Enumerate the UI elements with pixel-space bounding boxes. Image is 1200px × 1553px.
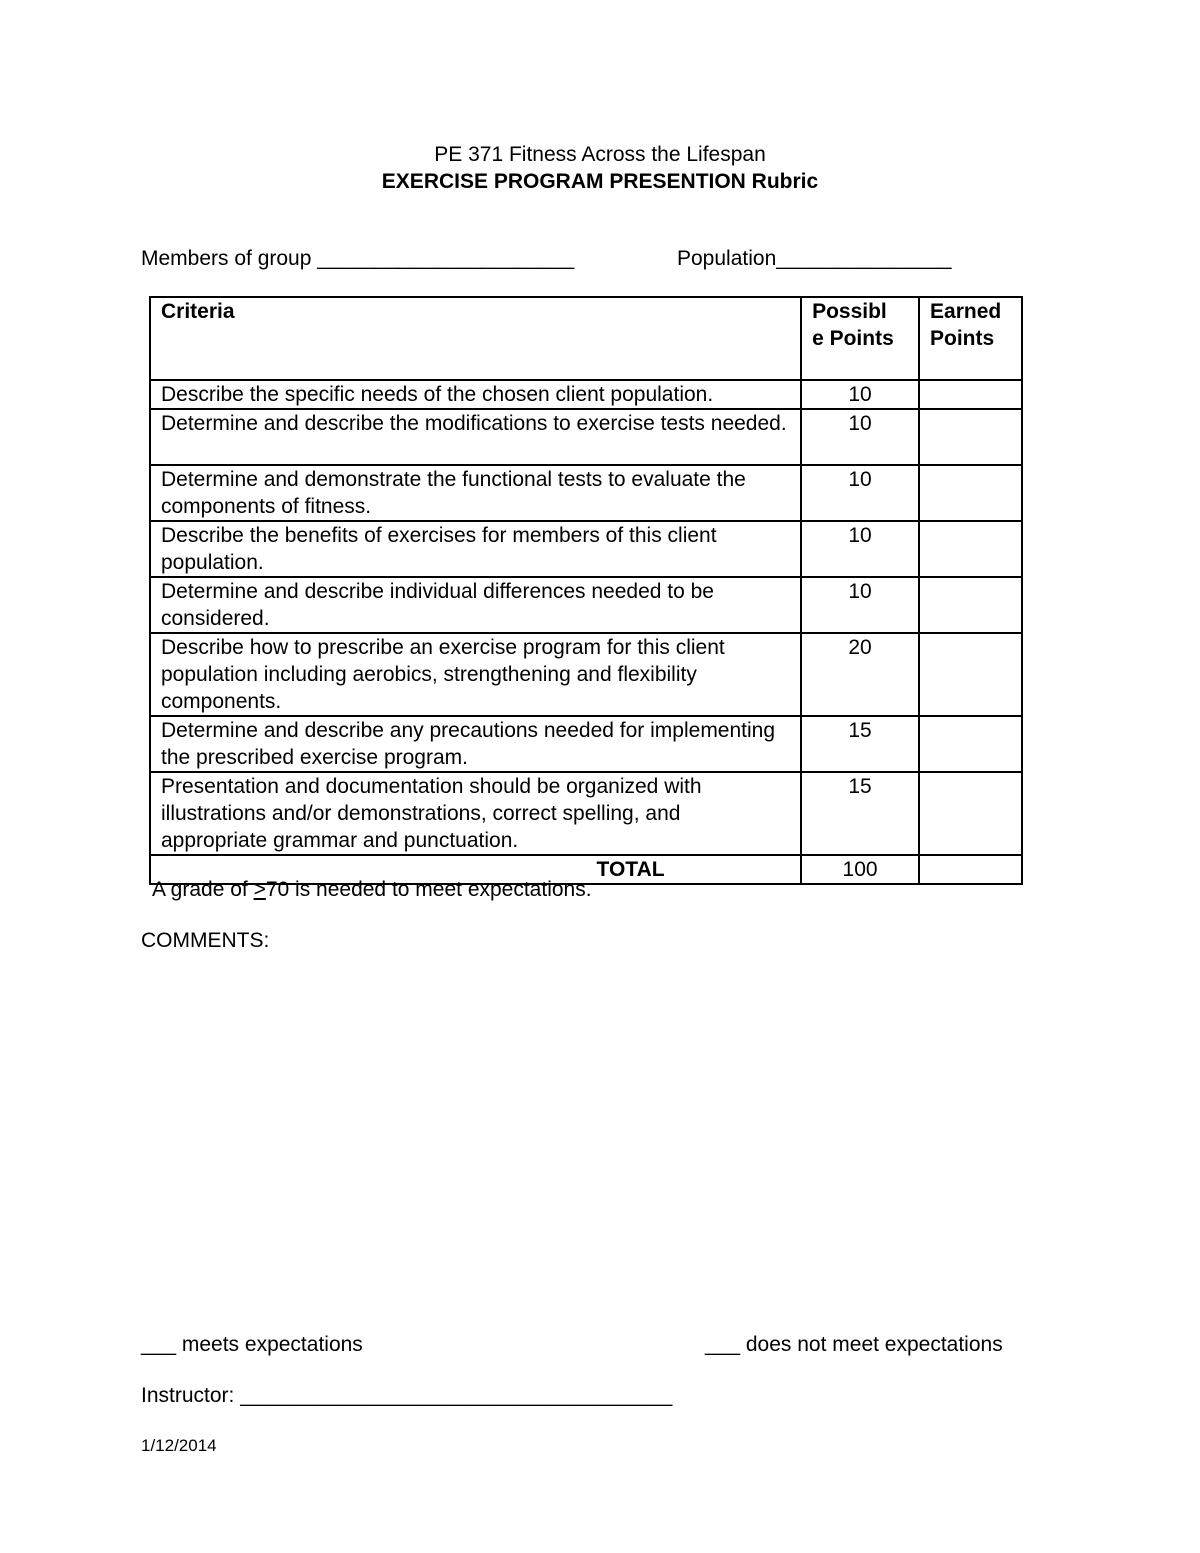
table-row xyxy=(150,409,1022,465)
criteria-header: Criteria xyxy=(150,297,801,380)
does-not-meet-expectations-field: ___ does not meet expectations xyxy=(705,1333,1003,1356)
points-cell: 10 xyxy=(801,521,919,577)
grade-suffix: 70 is needed to meet expectations. xyxy=(265,878,592,901)
earned-points-header: Earned Points xyxy=(919,297,1022,380)
criteria-cell: Determine and describe the modifications to exercise tests needed. xyxy=(150,409,801,465)
earned-cell[interactable] xyxy=(919,772,1022,855)
criteria-cell: Describe the benefits of exercises for members of this client population. xyxy=(150,521,801,577)
earned-cell[interactable] xyxy=(919,465,1022,521)
members-of-group-field: Members of group ______________________ xyxy=(141,247,575,270)
table-row xyxy=(150,380,1022,409)
criteria-cell: Determine and demonstrate the functional tests to evaluate the components of fitness. xyxy=(150,465,801,521)
table-row xyxy=(150,633,1022,716)
table-row xyxy=(150,521,1022,577)
points-cell: 20 xyxy=(801,633,919,716)
course-title: PE 371 Fitness Across the Lifespan xyxy=(434,143,766,166)
grade-prefix: A grade of xyxy=(152,878,254,901)
earned-cell[interactable] xyxy=(919,577,1022,633)
document-date: 1/12/2014 xyxy=(141,1436,217,1455)
points-cell: 15 xyxy=(801,716,919,772)
total-label: TOTAL xyxy=(150,855,801,884)
rubric-table xyxy=(149,296,1023,885)
total-earned-cell[interactable] xyxy=(919,855,1022,884)
criteria-cell: Presentation and documentation should be organized with illustrations and/or demonstrations, correct spelling, and appropriate grammar and punctuation. xyxy=(150,772,801,855)
earned-cell[interactable] xyxy=(919,633,1022,716)
points-cell: 10 xyxy=(801,577,919,633)
criteria-cell: Describe how to prescribe an exercise program for this client population including aerobics, strengthening and flexibility components. xyxy=(150,633,801,716)
earned-cell[interactable] xyxy=(919,716,1022,772)
points-cell: 10 xyxy=(801,409,919,465)
population-field: Population_______________ xyxy=(677,247,952,270)
points-cell: 10 xyxy=(801,380,919,409)
table-row xyxy=(150,465,1022,521)
total-points-cell: 100 xyxy=(801,855,919,884)
earned-cell[interactable] xyxy=(919,409,1022,465)
criteria-cell: Determine and describe individual differences needed to be considered. xyxy=(150,577,801,633)
earned-cell[interactable] xyxy=(919,521,1022,577)
points-cell: 15 xyxy=(801,772,919,855)
meets-expectations-field: ___ meets expectations xyxy=(141,1333,363,1356)
criteria-cell: Determine and describe any precautions needed for implementing the prescribed exercise program. xyxy=(150,716,801,772)
instructor-signature-field: Instructor: _____________________________________ xyxy=(141,1384,673,1407)
points-cell: 10 xyxy=(801,465,919,521)
grade-requirement-note xyxy=(152,878,592,902)
table-header-row xyxy=(150,297,1022,380)
table-row xyxy=(150,577,1022,633)
table-row xyxy=(150,716,1022,772)
table-row xyxy=(150,772,1022,855)
rubric-title: EXERCISE PROGRAM PRESENTION Rubric xyxy=(381,170,819,193)
greater-equal-symbol: > xyxy=(253,878,266,901)
possible-points-header: Possible Points xyxy=(801,297,919,380)
earned-cell[interactable] xyxy=(919,380,1022,409)
comments-label: COMMENTS: xyxy=(141,929,270,952)
criteria-cell: Describe the specific needs of the chosen client population. xyxy=(150,380,801,409)
